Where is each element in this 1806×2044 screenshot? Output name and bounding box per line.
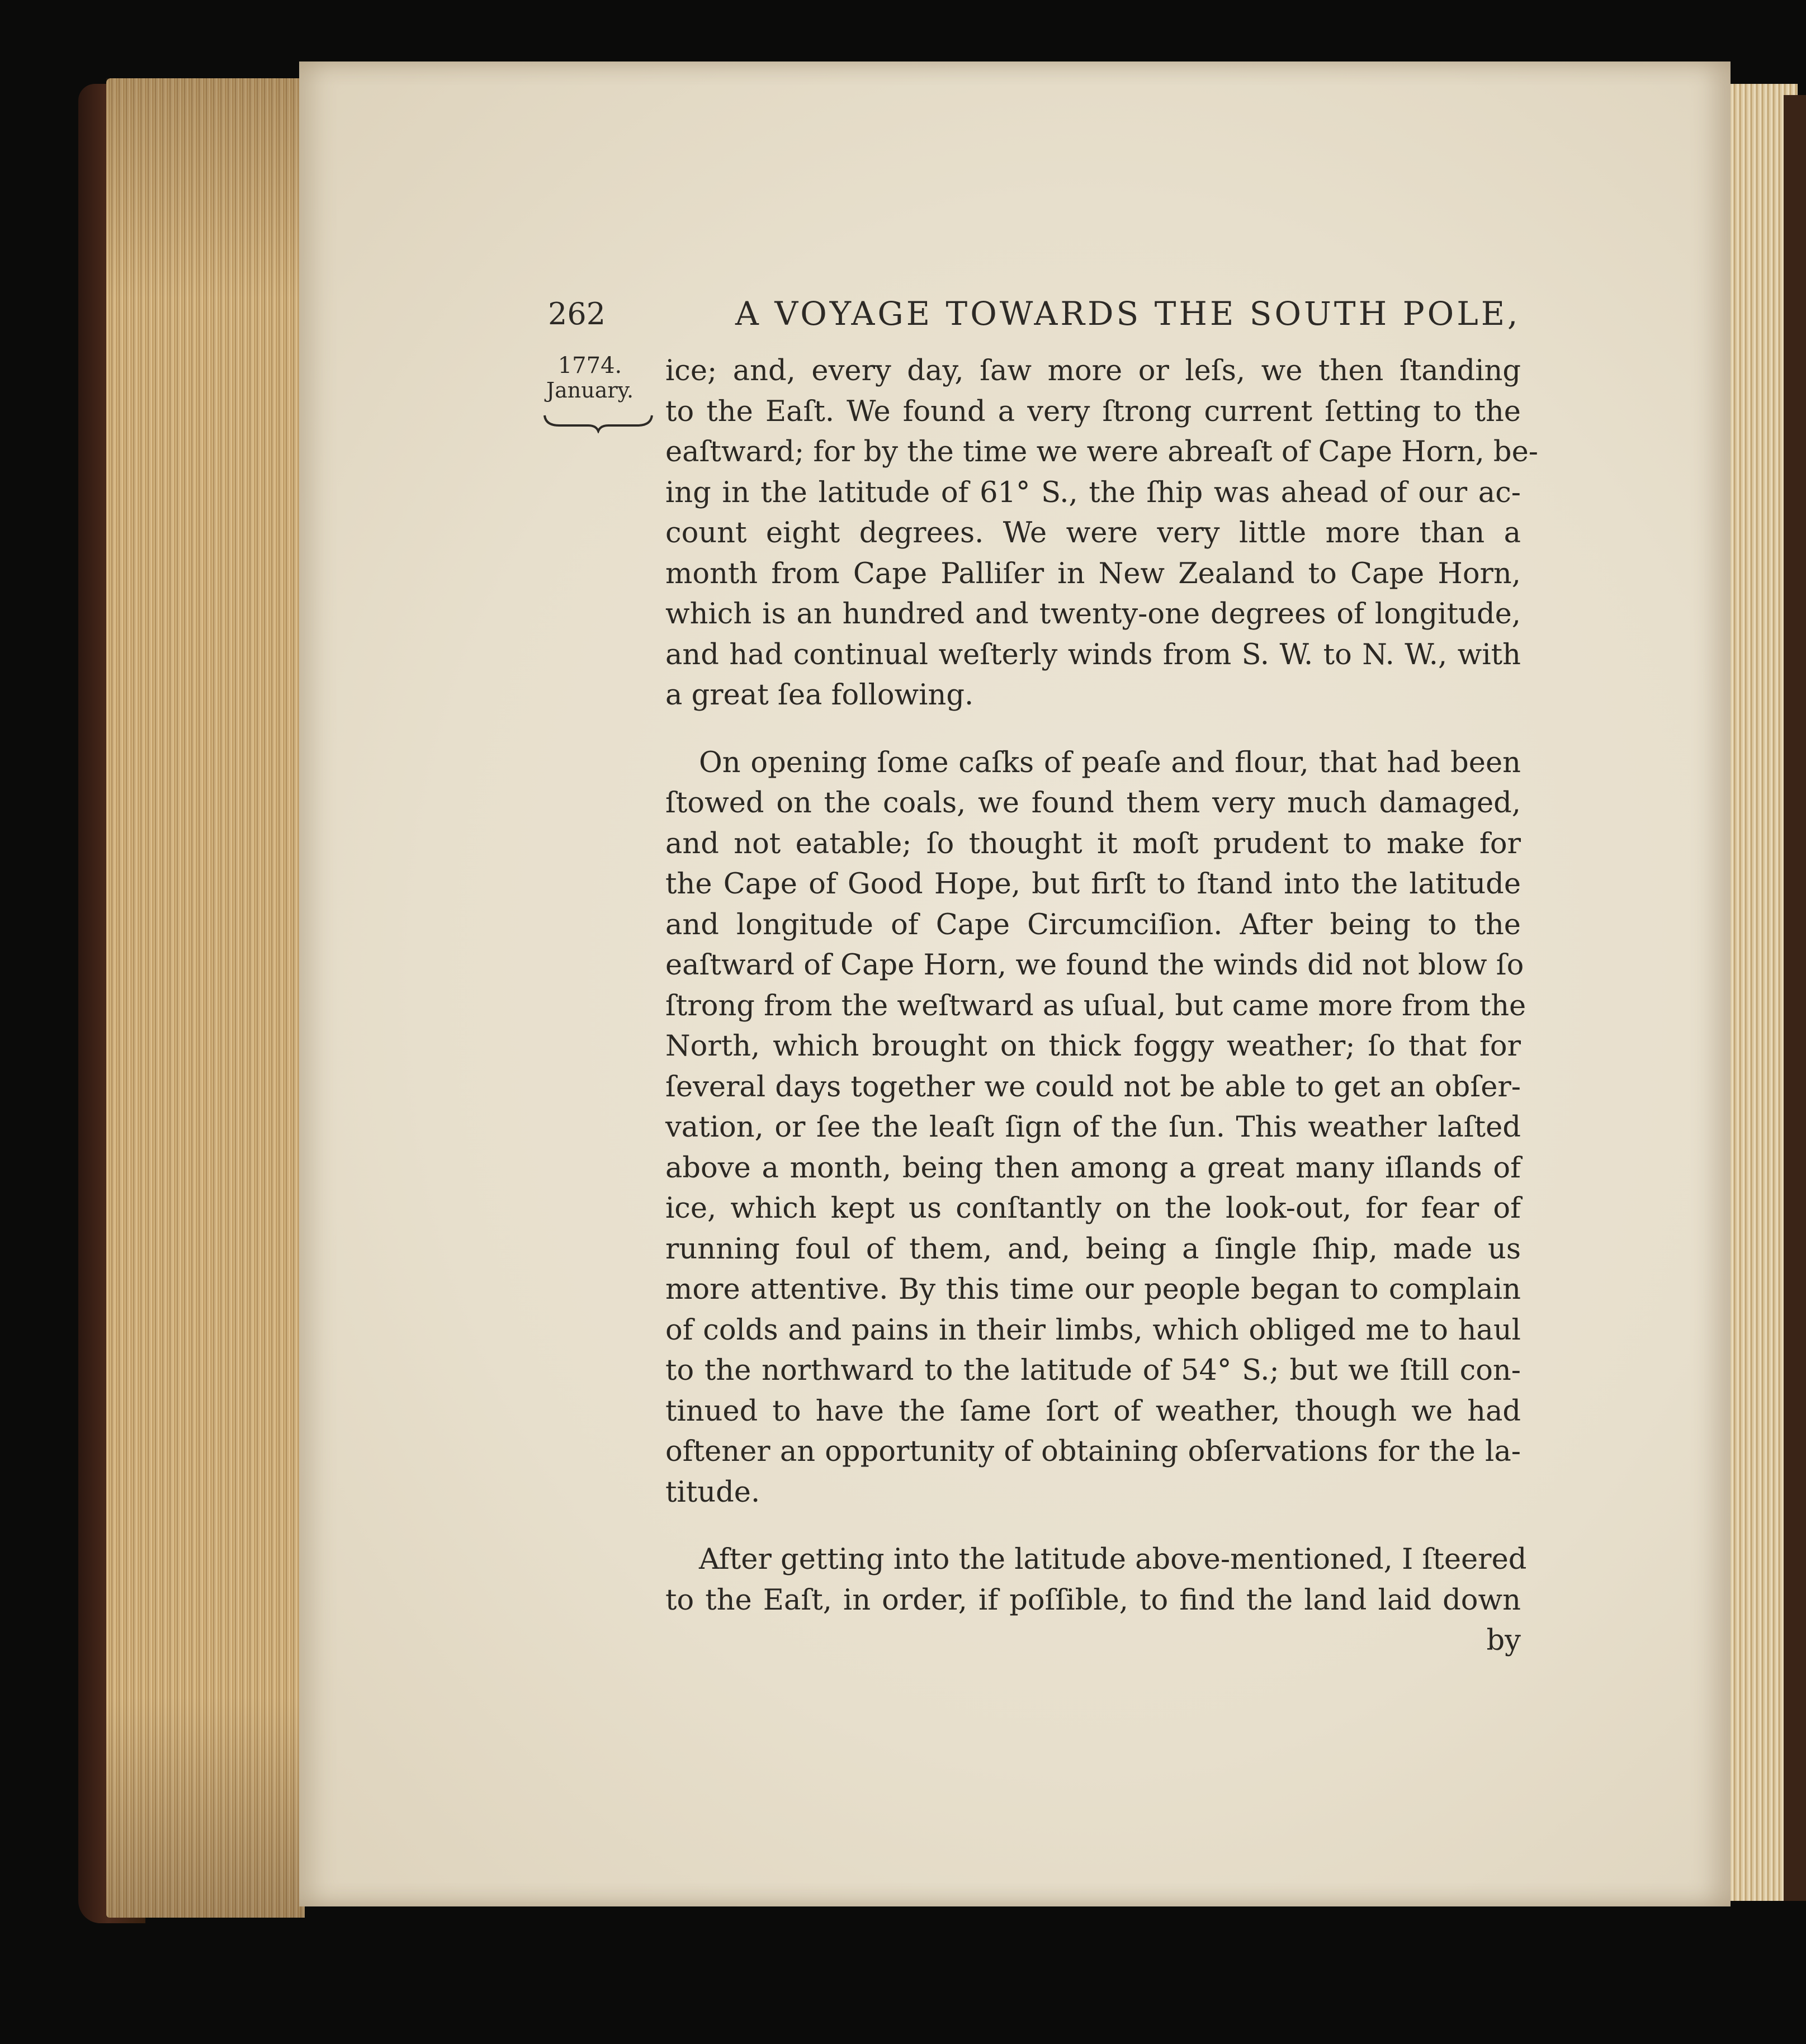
paragraph-gap (665, 1513, 1521, 1540)
body-text (665, 351, 1538, 1662)
text-line: month from Cape Palliſer in New Zealand to Cape Horn, (665, 557, 1521, 590)
text-line: ice; and, every day, ſaw more or leſs, we then ſtanding (665, 354, 1521, 387)
paragraph-gap (665, 716, 1521, 743)
text-line: vation, or ſee the leaſt ſign of the ſun. This weather laſted (665, 1111, 1521, 1144)
text-line: and had continual weſterly winds from S. W. to N. W., with (665, 638, 1521, 671)
text-line: above a month, being then among a great many iſlands of (665, 1151, 1521, 1185)
text-line: to the Eaſt, in order, if poſſible, to find the land laid down (665, 1583, 1521, 1617)
text-line: ice, which kept us conſtantly on the look-out, for fear of (665, 1192, 1521, 1225)
text-line: titude. (665, 1475, 760, 1509)
running-head: A VOYAGE TOWARDS THE SOUTH POLE, (735, 295, 1521, 333)
margin-note (540, 353, 640, 403)
text-line: eaſtward; for by the time we were abreaſt of Cape Horn, be- (665, 436, 1538, 469)
text-line: to the northward to the latitude of 54° S.; but we ſtill con- (665, 1354, 1521, 1387)
text-line: After getting into the latitude above-mentioned, I ſteered (699, 1543, 1527, 1576)
text-line: tinued to have the ſame ſort of weather, though we had (665, 1394, 1521, 1428)
text-line: North, which brought on thick foggy weather; ſo that for (665, 1030, 1521, 1063)
text-line: which is an hundred and twenty-one degrees of longitude, (665, 598, 1521, 631)
text-line: ing in the latitude of 61° S., the ſhip was ahead of our ac- (665, 476, 1521, 509)
margin-note-month: January. (546, 378, 634, 403)
text-line: ſeveral days together we could not be able to get an obſer- (665, 1070, 1521, 1104)
text-line: running foul of them, and, being a ſingle ſhip, made us (665, 1232, 1521, 1266)
page-number: 262 (548, 296, 606, 332)
text-line: count eight degrees. We were very little more than a (665, 517, 1521, 550)
text-line: a great ſea following. (665, 679, 974, 712)
page-fore-edge (106, 78, 305, 1918)
text-line: and not eatable; ſo thought it moſt prudent to make for (665, 827, 1521, 860)
text-line: On opening ſome caſks of peaſe and flour, that had been (699, 746, 1521, 779)
text-line: oftener an opportunity of obtaining obſervations for the la- (665, 1435, 1521, 1468)
text-line: to the Eaſt. We found a very ſtrong current ſetting to the (665, 395, 1521, 428)
catchword: by (1486, 1624, 1521, 1657)
text-line: more attentive. By this time our people began to complain (665, 1273, 1521, 1306)
text-line: ſtrong from the weſtward as uſual, but came more from the (665, 989, 1526, 1023)
text-line: eaſtward of Cape Horn, we found the winds did not blow ſo (665, 949, 1524, 982)
text-line: and longitude of Cape Circumciſion. After being to the (665, 908, 1521, 941)
text-line: ſtowed on the coals, we found them very much damaged, (665, 787, 1521, 820)
margin-brace-icon (542, 411, 654, 433)
margin-note-year: 1774. (557, 353, 622, 378)
text-line: of colds and pains in their limbs, which obliged me to haul (665, 1313, 1521, 1347)
right-cover (1784, 95, 1806, 1901)
text-line: the Cape of Good Hope, but firſt to ſtand into the latitude (665, 868, 1521, 901)
